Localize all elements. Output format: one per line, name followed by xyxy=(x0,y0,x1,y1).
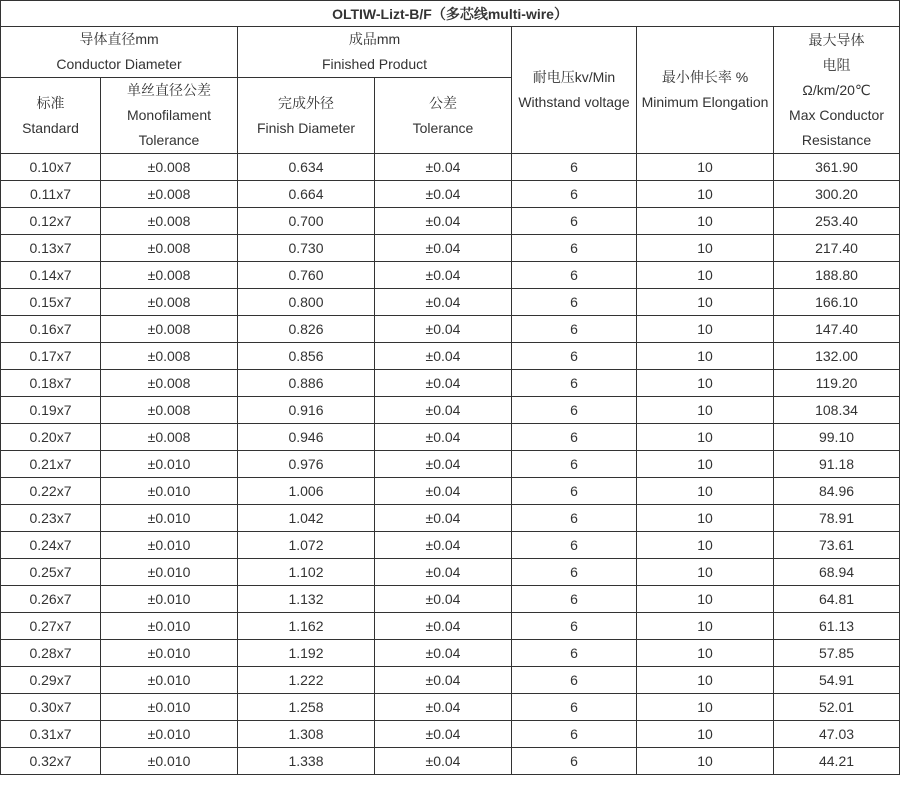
cell-standard: 0.11x7 xyxy=(1,181,101,208)
cell-max-resistance: 61.13 xyxy=(774,613,900,640)
cell-min-elongation: 10 xyxy=(637,316,774,343)
cell-max-resistance: 52.01 xyxy=(774,694,900,721)
cell-min-elongation: 10 xyxy=(637,289,774,316)
header-finished-product xyxy=(238,27,512,78)
cell-max-resistance: 47.03 xyxy=(774,721,900,748)
table-row xyxy=(1,721,900,748)
cell-standard: 0.26x7 xyxy=(1,586,101,613)
table-row xyxy=(1,451,900,478)
cell-withstand-voltage: 6 xyxy=(512,640,637,667)
cell-tolerance: ±0.04 xyxy=(375,397,512,424)
cell-monofilament-tolerance: ±0.008 xyxy=(101,316,238,343)
cell-tolerance: ±0.04 xyxy=(375,370,512,397)
cell-monofilament-tolerance: ±0.010 xyxy=(101,640,238,667)
header-finished-product-zh: 成品mm xyxy=(348,31,401,47)
cell-tolerance: ±0.04 xyxy=(375,586,512,613)
cell-monofilament-tolerance: ±0.008 xyxy=(101,154,238,181)
cell-max-resistance: 73.61 xyxy=(774,532,900,559)
header-min-elongation-zh: 最小伸长率 % xyxy=(661,69,749,85)
header-finish-diameter-en: Finish Diameter xyxy=(256,119,356,136)
header-max-resistance-zh1: 最大导体 xyxy=(808,31,865,48)
cell-monofilament-tolerance: ±0.010 xyxy=(101,478,238,505)
cell-withstand-voltage: 6 xyxy=(512,721,637,748)
cell-tolerance: ±0.04 xyxy=(375,316,512,343)
cell-max-resistance: 54.91 xyxy=(774,667,900,694)
cell-tolerance: ±0.04 xyxy=(375,613,512,640)
cell-finish-diameter: 0.916 xyxy=(238,397,375,424)
table-row xyxy=(1,613,900,640)
header-finished-product-en: Finished Product xyxy=(321,56,428,72)
cell-withstand-voltage: 6 xyxy=(512,289,637,316)
cell-tolerance: ±0.04 xyxy=(375,424,512,451)
header-monofilament-tolerance-zh: 单丝直径公差 xyxy=(127,82,211,98)
cell-finish-diameter: 1.258 xyxy=(238,694,375,721)
cell-withstand-voltage: 6 xyxy=(512,316,637,343)
cell-min-elongation: 10 xyxy=(637,721,774,748)
cell-standard: 0.14x7 xyxy=(1,262,101,289)
cell-finish-diameter: 0.760 xyxy=(238,262,375,289)
cell-min-elongation: 10 xyxy=(637,505,774,532)
header-row-1 xyxy=(1,27,900,78)
cell-withstand-voltage: 6 xyxy=(512,586,637,613)
cell-monofilament-tolerance: ±0.008 xyxy=(101,262,238,289)
cell-min-elongation: 10 xyxy=(637,478,774,505)
cell-finish-diameter: 0.800 xyxy=(238,289,375,316)
cell-max-resistance: 361.90 xyxy=(774,154,900,181)
cell-min-elongation: 10 xyxy=(637,397,774,424)
cell-standard: 0.25x7 xyxy=(1,559,101,586)
cell-monofilament-tolerance: ±0.008 xyxy=(101,208,238,235)
header-withstand-voltage-zh: 耐电压kv/Min xyxy=(532,69,616,85)
cell-min-elongation: 10 xyxy=(637,613,774,640)
cell-max-resistance: 64.81 xyxy=(774,586,900,613)
cell-standard: 0.17x7 xyxy=(1,343,101,370)
header-withstand-voltage xyxy=(512,27,637,154)
cell-withstand-voltage: 6 xyxy=(512,748,637,775)
cell-tolerance: ±0.04 xyxy=(375,262,512,289)
cell-min-elongation: 10 xyxy=(637,424,774,451)
cell-withstand-voltage: 6 xyxy=(512,208,637,235)
cell-standard: 0.32x7 xyxy=(1,748,101,775)
cell-min-elongation: 10 xyxy=(637,694,774,721)
cell-tolerance: ±0.04 xyxy=(375,154,512,181)
cell-standard: 0.27x7 xyxy=(1,613,101,640)
cell-max-resistance: 91.18 xyxy=(774,451,900,478)
cell-max-resistance: 99.10 xyxy=(774,424,900,451)
header-max-resistance xyxy=(774,27,900,154)
header-withstand-voltage-en: Withstand voltage xyxy=(518,94,630,110)
cell-tolerance: ±0.04 xyxy=(375,235,512,262)
cell-monofilament-tolerance: ±0.010 xyxy=(101,505,238,532)
cell-min-elongation: 10 xyxy=(637,640,774,667)
cell-finish-diameter: 1.132 xyxy=(238,586,375,613)
cell-tolerance: ±0.04 xyxy=(375,208,512,235)
cell-tolerance: ±0.04 xyxy=(375,559,512,586)
cell-max-resistance: 253.40 xyxy=(774,208,900,235)
cell-monofilament-tolerance: ±0.010 xyxy=(101,667,238,694)
table-row xyxy=(1,235,900,262)
cell-finish-diameter: 1.308 xyxy=(238,721,375,748)
cell-monofilament-tolerance: ±0.008 xyxy=(101,424,238,451)
header-min-elongation xyxy=(637,27,774,154)
cell-standard: 0.29x7 xyxy=(1,667,101,694)
cell-withstand-voltage: 6 xyxy=(512,424,637,451)
cell-max-resistance: 84.96 xyxy=(774,478,900,505)
cell-max-resistance: 68.94 xyxy=(774,559,900,586)
cell-max-resistance: 44.21 xyxy=(774,748,900,775)
cell-monofilament-tolerance: ±0.008 xyxy=(101,370,238,397)
cell-withstand-voltage: 6 xyxy=(512,505,637,532)
cell-finish-diameter: 0.946 xyxy=(238,424,375,451)
cell-finish-diameter: 1.222 xyxy=(238,667,375,694)
cell-max-resistance: 147.40 xyxy=(774,316,900,343)
cell-withstand-voltage: 6 xyxy=(512,532,637,559)
cell-withstand-voltage: 6 xyxy=(512,154,637,181)
cell-finish-diameter: 0.826 xyxy=(238,316,375,343)
cell-finish-diameter: 1.102 xyxy=(238,559,375,586)
header-standard-en: Standard xyxy=(22,119,79,136)
header-standard xyxy=(1,78,101,154)
header-finish-diameter xyxy=(238,78,375,154)
cell-finish-diameter: 1.192 xyxy=(238,640,375,667)
table-row xyxy=(1,667,900,694)
header-min-elongation-en: Minimum Elongation xyxy=(641,94,769,110)
cell-monofilament-tolerance: ±0.010 xyxy=(101,721,238,748)
header-max-resistance-en1: Max Conductor xyxy=(789,106,884,123)
cell-monofilament-tolerance: ±0.010 xyxy=(101,748,238,775)
cell-min-elongation: 10 xyxy=(637,532,774,559)
table-row xyxy=(1,154,900,181)
cell-standard: 0.15x7 xyxy=(1,289,101,316)
header-tolerance xyxy=(375,78,512,154)
table-row xyxy=(1,532,900,559)
cell-standard: 0.24x7 xyxy=(1,532,101,559)
header-conductor-diameter xyxy=(1,27,238,78)
cell-monofilament-tolerance: ±0.008 xyxy=(101,343,238,370)
cell-withstand-voltage: 6 xyxy=(512,397,637,424)
table-title: OLTIW-Lizt-B/F（多芯线multi-wire） xyxy=(1,1,900,27)
cell-finish-diameter: 0.730 xyxy=(238,235,375,262)
cell-min-elongation: 10 xyxy=(637,343,774,370)
cell-withstand-voltage: 6 xyxy=(512,478,637,505)
cell-tolerance: ±0.04 xyxy=(375,748,512,775)
cell-withstand-voltage: 6 xyxy=(512,181,637,208)
cell-finish-diameter: 1.162 xyxy=(238,613,375,640)
cell-finish-diameter: 0.700 xyxy=(238,208,375,235)
cell-monofilament-tolerance: ±0.010 xyxy=(101,586,238,613)
cell-max-resistance: 119.20 xyxy=(774,370,900,397)
header-monofilament-tolerance xyxy=(101,78,238,154)
cell-min-elongation: 10 xyxy=(637,154,774,181)
cell-finish-diameter: 0.634 xyxy=(238,154,375,181)
cell-max-resistance: 78.91 xyxy=(774,505,900,532)
cell-tolerance: ±0.04 xyxy=(375,532,512,559)
header-conductor-diameter-en: Conductor Diameter xyxy=(56,56,182,72)
cell-finish-diameter: 1.042 xyxy=(238,505,375,532)
cell-monofilament-tolerance: ±0.010 xyxy=(101,532,238,559)
cell-min-elongation: 10 xyxy=(637,451,774,478)
cell-withstand-voltage: 6 xyxy=(512,343,637,370)
cell-withstand-voltage: 6 xyxy=(512,451,637,478)
cell-monofilament-tolerance: ±0.010 xyxy=(101,613,238,640)
cell-withstand-voltage: 6 xyxy=(512,559,637,586)
header-tolerance-zh: 公差 xyxy=(429,94,457,111)
cell-withstand-voltage: 6 xyxy=(512,235,637,262)
cell-finish-diameter: 0.664 xyxy=(238,181,375,208)
cell-monofilament-tolerance: ±0.008 xyxy=(101,289,238,316)
table-row xyxy=(1,397,900,424)
table-row xyxy=(1,316,900,343)
cell-max-resistance: 188.80 xyxy=(774,262,900,289)
cell-withstand-voltage: 6 xyxy=(512,370,637,397)
cell-monofilament-tolerance: ±0.010 xyxy=(101,451,238,478)
table-row xyxy=(1,748,900,775)
cell-monofilament-tolerance: ±0.008 xyxy=(101,181,238,208)
cell-monofilament-tolerance: ±0.008 xyxy=(101,397,238,424)
cell-finish-diameter: 0.886 xyxy=(238,370,375,397)
header-monofilament-tolerance-en2: Tolerance xyxy=(138,132,200,148)
cell-finish-diameter: 1.006 xyxy=(238,478,375,505)
cell-standard: 0.28x7 xyxy=(1,640,101,667)
cell-tolerance: ±0.04 xyxy=(375,505,512,532)
cell-min-elongation: 10 xyxy=(637,586,774,613)
cell-tolerance: ±0.04 xyxy=(375,181,512,208)
cell-standard: 0.23x7 xyxy=(1,505,101,532)
cell-max-resistance: 132.00 xyxy=(774,343,900,370)
header-max-resistance-zh2: 电阻 xyxy=(822,56,851,73)
table-row xyxy=(1,586,900,613)
title-row xyxy=(1,1,900,27)
cell-finish-diameter: 1.338 xyxy=(238,748,375,775)
table-row xyxy=(1,208,900,235)
cell-withstand-voltage: 6 xyxy=(512,667,637,694)
table-row xyxy=(1,424,900,451)
cell-standard: 0.12x7 xyxy=(1,208,101,235)
cell-monofilament-tolerance: ±0.010 xyxy=(101,694,238,721)
header-tolerance-en: Tolerance xyxy=(412,119,474,136)
table-row xyxy=(1,559,900,586)
header-max-resistance-unit: Ω/km/20℃ xyxy=(802,81,871,98)
cell-standard: 0.31x7 xyxy=(1,721,101,748)
cell-tolerance: ±0.04 xyxy=(375,478,512,505)
cell-standard: 0.18x7 xyxy=(1,370,101,397)
cell-tolerance: ±0.04 xyxy=(375,640,512,667)
table-row xyxy=(1,478,900,505)
table-row xyxy=(1,640,900,667)
cell-min-elongation: 10 xyxy=(637,208,774,235)
cell-max-resistance: 300.20 xyxy=(774,181,900,208)
cell-min-elongation: 10 xyxy=(637,559,774,586)
cell-tolerance: ±0.04 xyxy=(375,694,512,721)
table-row xyxy=(1,343,900,370)
cell-min-elongation: 10 xyxy=(637,235,774,262)
cell-min-elongation: 10 xyxy=(637,181,774,208)
cell-standard: 0.13x7 xyxy=(1,235,101,262)
table-row xyxy=(1,289,900,316)
table-row xyxy=(1,262,900,289)
cell-tolerance: ±0.04 xyxy=(375,451,512,478)
cell-max-resistance: 57.85 xyxy=(774,640,900,667)
table-row xyxy=(1,181,900,208)
header-conductor-diameter-zh: 导体直径mm xyxy=(79,31,159,47)
cell-tolerance: ±0.04 xyxy=(375,721,512,748)
table-row xyxy=(1,694,900,721)
table-row xyxy=(1,505,900,532)
cell-min-elongation: 10 xyxy=(637,262,774,289)
cell-finish-diameter: 0.856 xyxy=(238,343,375,370)
cell-tolerance: ±0.04 xyxy=(375,343,512,370)
header-finish-diameter-zh: 完成外径 xyxy=(278,94,334,111)
header-monofilament-tolerance-en1: Monofilament xyxy=(126,107,212,123)
cell-max-resistance: 166.10 xyxy=(774,289,900,316)
cell-min-elongation: 10 xyxy=(637,748,774,775)
table-row xyxy=(1,370,900,397)
cell-tolerance: ±0.04 xyxy=(375,667,512,694)
cell-standard: 0.16x7 xyxy=(1,316,101,343)
cell-monofilament-tolerance: ±0.008 xyxy=(101,235,238,262)
cell-standard: 0.21x7 xyxy=(1,451,101,478)
header-standard-zh: 标准 xyxy=(36,94,65,111)
cell-tolerance: ±0.04 xyxy=(375,289,512,316)
cell-withstand-voltage: 6 xyxy=(512,262,637,289)
cell-standard: 0.19x7 xyxy=(1,397,101,424)
cell-standard: 0.22x7 xyxy=(1,478,101,505)
cell-withstand-voltage: 6 xyxy=(512,694,637,721)
cell-standard: 0.20x7 xyxy=(1,424,101,451)
cell-finish-diameter: 0.976 xyxy=(238,451,375,478)
cell-monofilament-tolerance: ±0.010 xyxy=(101,559,238,586)
cell-max-resistance: 217.40 xyxy=(774,235,900,262)
cell-standard: 0.30x7 xyxy=(1,694,101,721)
header-max-resistance-en2: Resistance xyxy=(801,131,872,148)
cell-withstand-voltage: 6 xyxy=(512,613,637,640)
cell-min-elongation: 10 xyxy=(637,667,774,694)
cell-max-resistance: 108.34 xyxy=(774,397,900,424)
cell-min-elongation: 10 xyxy=(637,370,774,397)
cell-standard: 0.10x7 xyxy=(1,154,101,181)
cell-finish-diameter: 1.072 xyxy=(238,532,375,559)
